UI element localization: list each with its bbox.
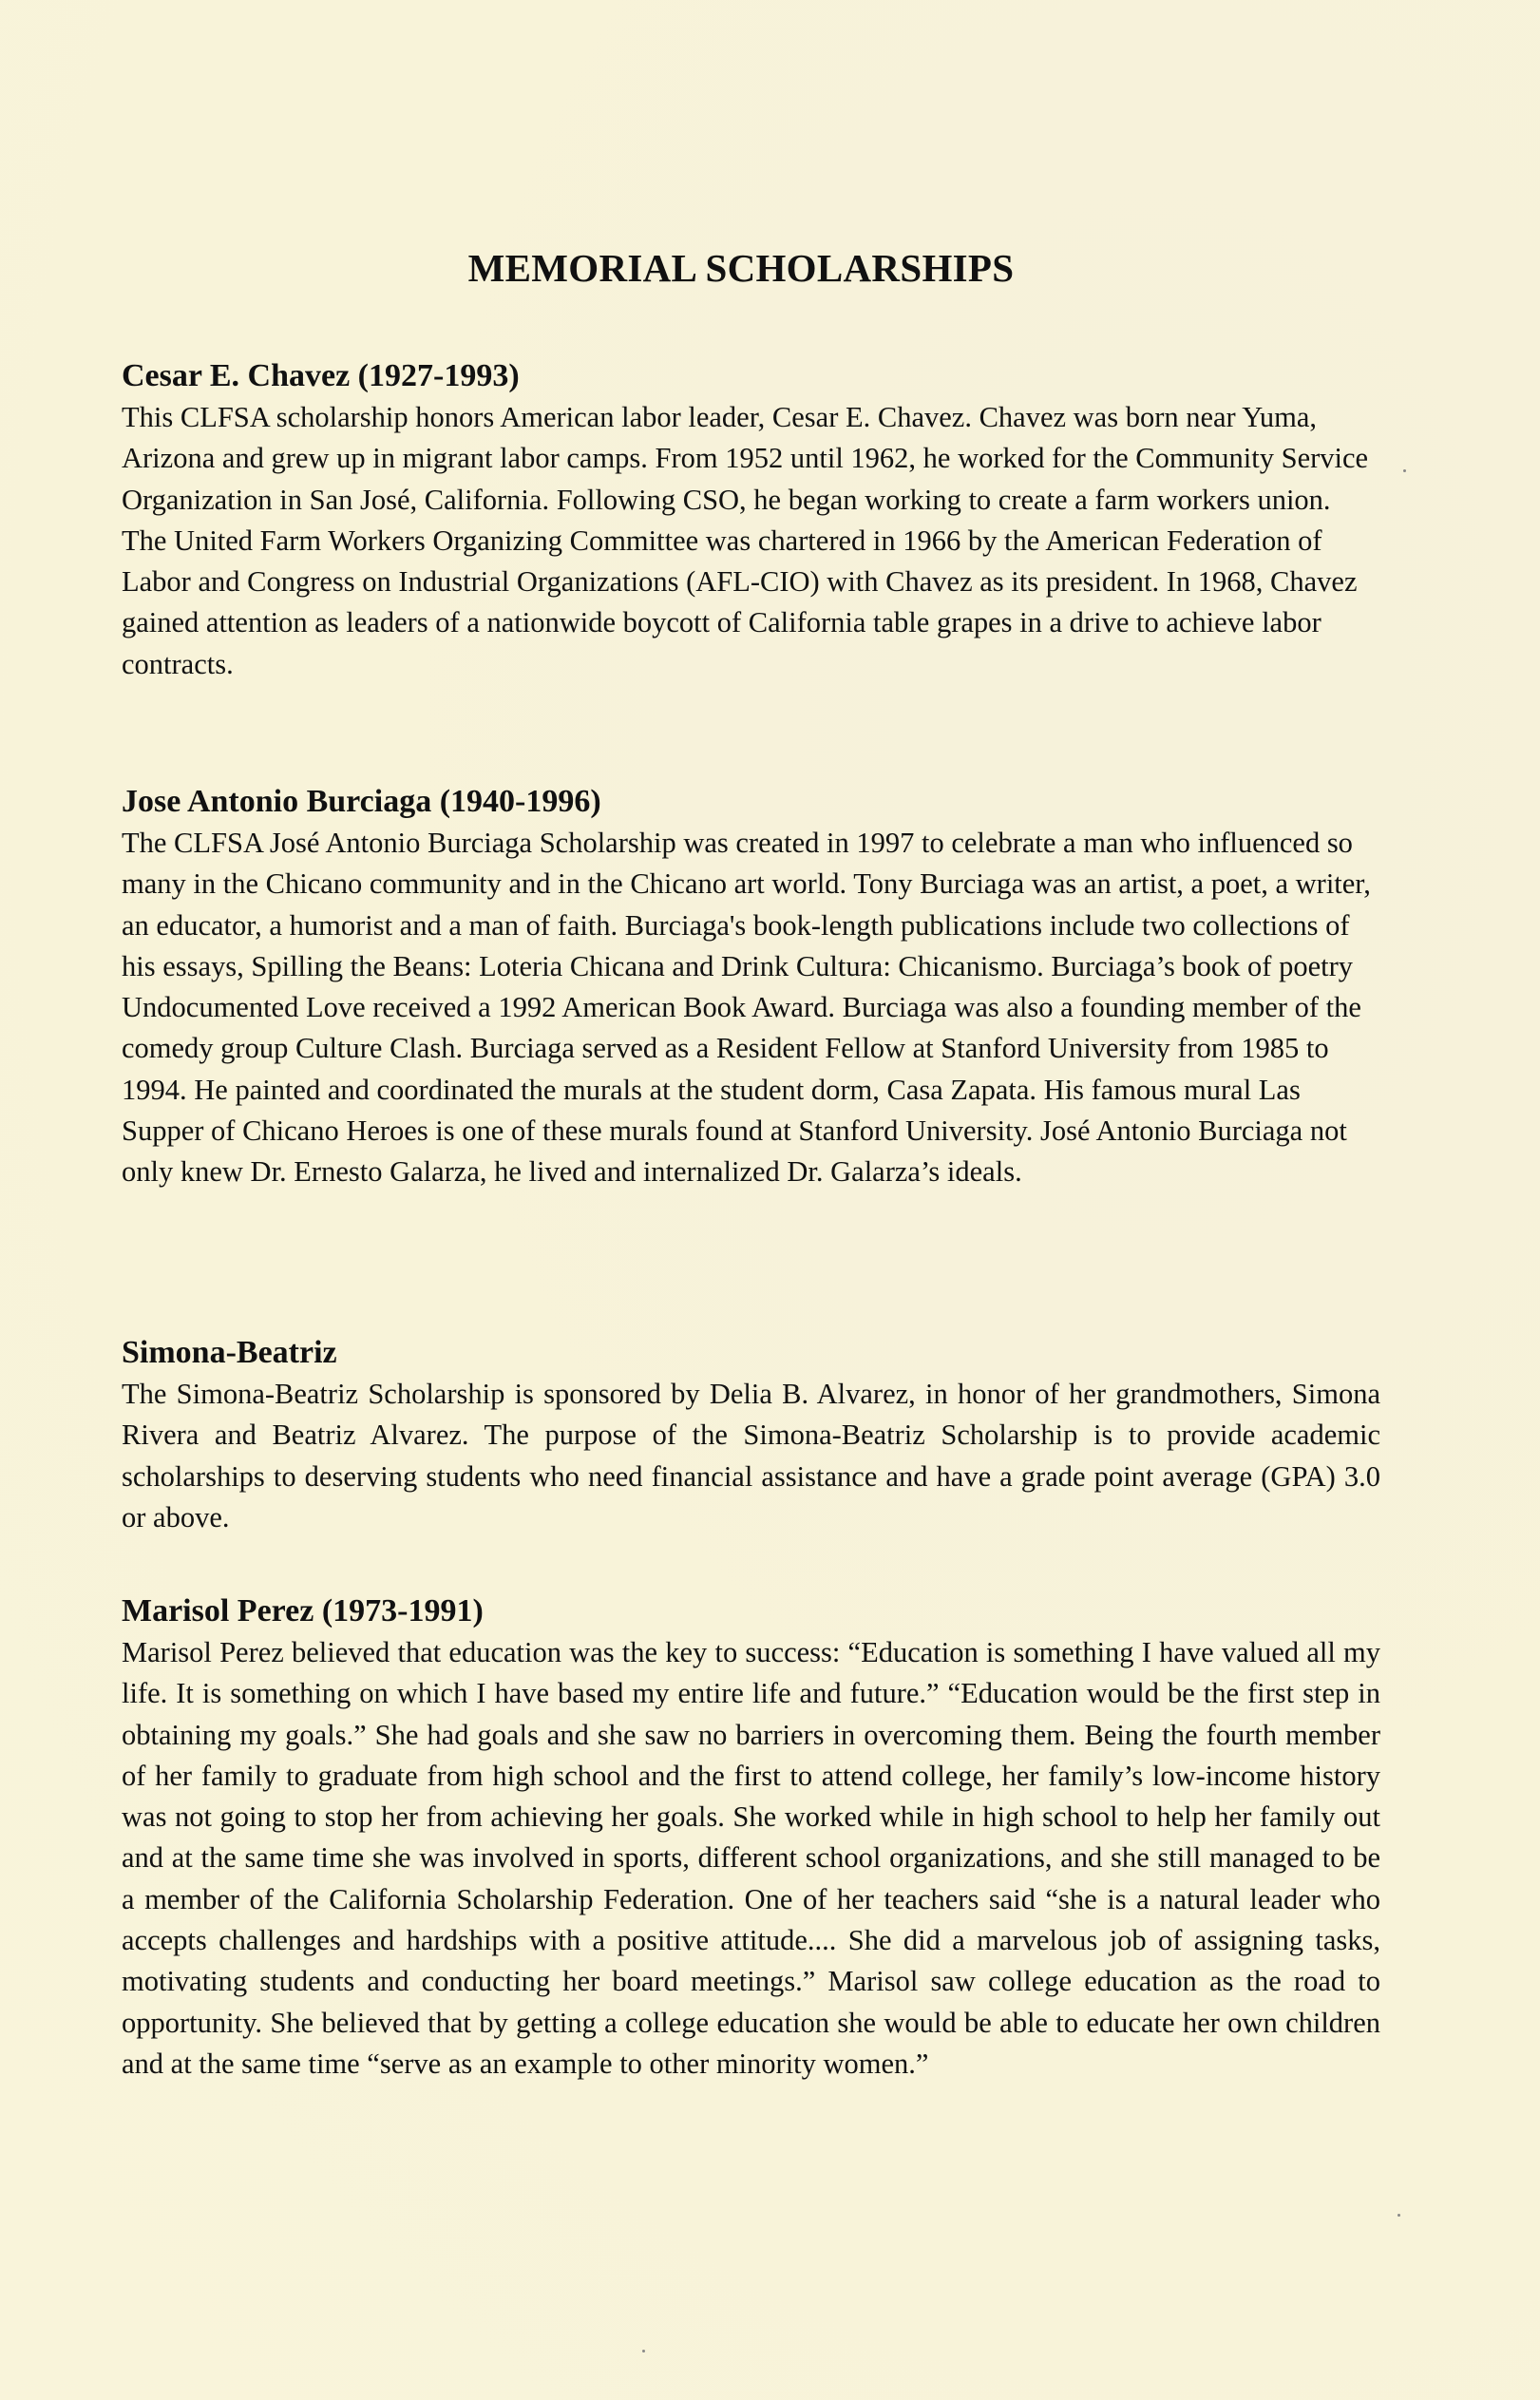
scholarship-section-chavez xyxy=(122,355,1380,685)
scholarship-section-perez xyxy=(122,1590,1380,2085)
section-body: This CLFSA scholarship honors American labor leader, Cesar E. Chavez. Chavez was born near Yuma, Arizona and grew up in migrant labor camps. From 1952 until 1962, he worked for the Community Service Organization in San José, California. Following CSO, he began working to create a farm workers union. The United Farm Workers Organizing Committee was chartered in 1966 by the American Federation of Labor and Congress on Industrial Organizations (AFL-CIO) with Chavez as its president. In 1968, Chavez gained attention as leaders of a nationwide boycott of California table grapes in a drive to achieve labor contracts. xyxy=(122,401,1369,680)
section-heading: Cesar E. Chavez (1927-1993) xyxy=(122,358,520,393)
section-heading: Simona-Beatriz xyxy=(122,1335,337,1370)
paper-speck xyxy=(642,2350,645,2352)
paper-speck xyxy=(1403,469,1406,472)
section-heading: Marisol Perez (1973-1991) xyxy=(122,1593,484,1629)
scholarship-section-simona-beatriz xyxy=(122,1332,1380,1538)
page-title: MEMORIAL SCHOLARSHIPS xyxy=(467,246,1015,290)
section-body: Marisol Perez believed that education was the key to success: “Education is something I have valued all my life. It is something on which I have based my entire life and future.” “Education would be the first step in obtaining my goals.” She had goals and she saw no barriers in overcoming them. Being the fourth member of her family to graduate from high school and the first to attend college, her family’s low-income history was not going to stop her from achieving her goals. She worked while in high school to help her family out and at the same time she was involved in sports, different school organizations, and she still managed to be a member of the California Scholarship Federation. One of her teachers said “she is a natural leader who accepts challenges and hardships with a positive attitude.... She did a marvelous job of assigning tasks, motivating students and conducting her board meetings.” Marisol saw college education as the road to opportunity. She believed that by getting a college education she would be able to educate her own children and at the same time “serve as an example to other minority women.” xyxy=(122,1636,1380,2080)
paper-speck xyxy=(1397,2214,1400,2217)
section-body: The CLFSA José Antonio Burciaga Scholarship was created in 1997 to celebrate a man who influenced so many in the Chicano community and in the Chicano art world. Tony Burciaga was an artist, a poet, a writer, an educator, a humorist and a man of faith. Burciaga's book-length publications include two collections of his essays, Spilling the Beans: Loteria Chicana and Drink Cultura: Chicanismo. Burciaga’s book of poetry Undocumented Love received a 1992 American Book Award. Burciaga was also a founding member of the comedy group Culture Clash. Burciaga served as a Resident Fellow at Stanford University from 1985 to 1994. He painted and coordinated the murals at the student dorm, Casa Zapata. His famous mural Las Supper of Chicano Heroes is one of these murals found at Stanford University. José Antonio Burciaga not only knew Dr. Ernesto Galarza, he lived and internalized Dr. Galarza’s ideals. xyxy=(122,827,1371,1189)
section-heading: Jose Antonio Burciaga (1940-1996) xyxy=(122,784,601,819)
section-body: The Simona-Beatriz Scholarship is sponsored by Delia B. Alvarez, in honor of her grandmothers, Simona Rivera and Beatriz Alvarez. The purpose of the Simona-Beatriz Scholarship is to provide academic scholarships to deserving students who need financial assistance and have a grade point average (GPA) 3.0 or above. xyxy=(122,1378,1380,1533)
scholarship-section-burciaga xyxy=(122,781,1380,1193)
